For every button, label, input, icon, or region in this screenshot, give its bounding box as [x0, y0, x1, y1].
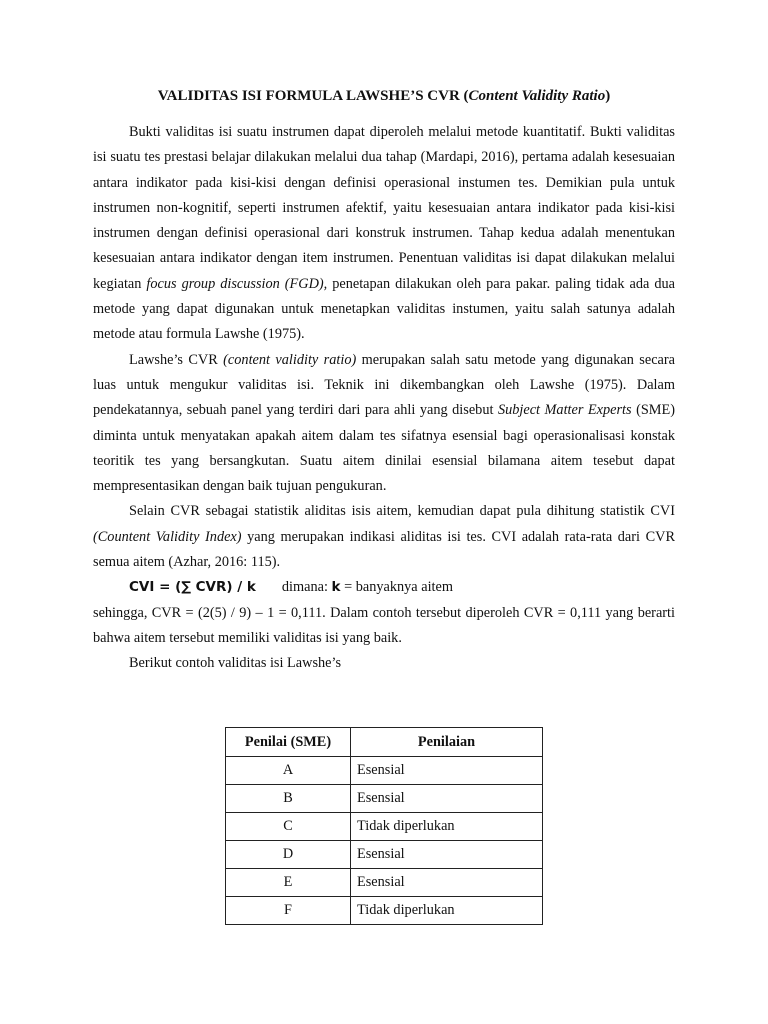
formula-line — [93, 575, 675, 600]
title-italic: Content Validity Ratio — [468, 88, 606, 104]
p3-italic: (Countent Validity Index) — [93, 528, 242, 545]
p1-text-a: Bukti validitas isi suatu instrumen dapat diperoleh melalui metode kuantitatif. Bukti validitas isi suatu tes prestasi belajar dilakukan melalui dua tahap (Mardapi, 2016), pertama adalah kesesuaian antara indikator pada kisi-kisi dengan definisi operasional instumen tes. Demikian pula untuk instrumen non-kognitif, seperti instrumen afektif, yaitu kesesuaian antara indikator pada kisi-kisi instrumen dengan definisi operasional dari konstruk instrumen. Tahap kedua adalah menentukan kesesuaian antara indikator dengan item instrumen. Penentuan validitas isi dapat dilakukan melalui kegiatan — [93, 124, 675, 292]
p3-text-a: Selain CVR sebagai statistik aliditas isis aitem, kemudian dapat pula dihitung statistik CVI — [129, 503, 675, 520]
formula-where-text: = banyaknya aitem — [340, 579, 453, 596]
paragraph-2 — [93, 348, 675, 500]
title-main: VALIDITAS ISI FORMULA LAWSHE’S CVR ( — [157, 88, 469, 104]
sme-table-wrapper — [225, 727, 543, 925]
paragraph-1 — [93, 120, 675, 348]
table-cell-penilai: D — [226, 841, 351, 869]
table-cell-penilai: F — [226, 897, 351, 925]
table-row — [226, 813, 543, 841]
table-cell-penilaian: Esensial — [351, 757, 543, 785]
table-cell-penilaian: Esensial — [351, 869, 543, 897]
table-row — [226, 869, 543, 897]
p1-italic: focus group discussion (FGD), — [146, 275, 328, 292]
paragraph-5: Berikut contoh validitas isi Lawshe’s — [129, 655, 342, 672]
table-header-row — [226, 728, 543, 757]
document-title — [93, 86, 675, 106]
table-row — [226, 841, 543, 869]
table-cell-penilaian: Esensial — [351, 785, 543, 813]
table-row — [226, 785, 543, 813]
table-cell-penilaian: Tidak diperlukan — [351, 813, 543, 841]
formula-k: k — [331, 579, 341, 596]
p2-text-b: merupakan salah satu metode yang digunakan secara luas untuk mengukur validitas isi. Teknik ini dikembangkan oleh Lawshe (1975). Dalam pendekatannya, sebuah panel yang terdiri dari para ahli yang disebut — [93, 351, 675, 419]
p2-italic-2: Subject Matter Experts — [497, 402, 632, 419]
sme-table — [225, 727, 543, 925]
table-header-penilai: Penilai (SME) — [226, 728, 351, 757]
table-header-penilaian: Penilaian — [351, 728, 543, 757]
cvi-formula: CVI = (∑ CVR) / k — [129, 579, 256, 596]
paragraph-3 — [93, 499, 675, 575]
p1-text-b: penetapan dilakukan oleh para pakar. paling tidak ada dua metode yang dapat digunakan untuk menetapkan validitas instumen, yaitu salah satunya adalah metode atau formula Lawshe (1975). — [93, 275, 675, 343]
formula-where-label: dimana: — [281, 579, 332, 596]
paragraph-4: sehingga, CVR = (2(5) / 9) – 1 = 0,111. Dalam contoh tersebut diperoleh CVR = 0,111 yang berarti bahwa aitem tersebut memiliki validitas isi yang baik. — [93, 604, 675, 646]
table-row — [226, 757, 543, 785]
p2-text-a: Lawshe’s CVR — [129, 351, 224, 368]
table-cell-penilai: B — [226, 785, 351, 813]
table-cell-penilaian: Esensial — [351, 841, 543, 869]
table-cell-penilaian: Tidak diperlukan — [351, 897, 543, 925]
table-row — [226, 897, 543, 925]
table-cell-penilai: C — [226, 813, 351, 841]
table-cell-penilai: A — [226, 757, 351, 785]
title-close: ) — [605, 88, 611, 104]
document-body — [93, 120, 675, 677]
p2-text-c: (SME) diminta untuk menyatakan apakah aitem dalam tes sifatnya esensial bagi operasionalisasi konstak teoritik tes yang bersangkutan. Suatu aitem dinilai esensial bilamana aitem tesebut dapat mempresentasikan dengan baik tujuan pengukuran. — [93, 402, 675, 495]
table-cell-penilai: E — [226, 869, 351, 897]
p2-italic-1: (content validity ratio) — [223, 351, 357, 368]
p3-text-b: yang merupakan indikasi aliditas isi tes. CVI adalah rata-rata dari CVR semua aitem (Azhar, 2016: 115). — [93, 528, 675, 571]
